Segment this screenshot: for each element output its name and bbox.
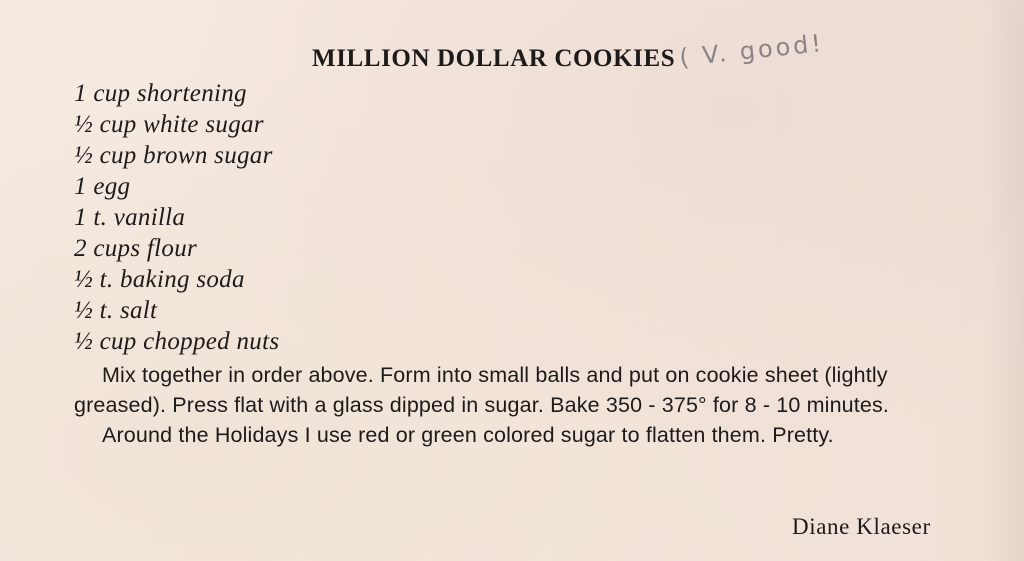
ingredient-item: 1 cup shortening [74, 80, 247, 107]
ingredient-item: ½ t. salt [74, 297, 158, 324]
instructions [74, 360, 974, 450]
ingredient-item: ½ cup chopped nuts [74, 328, 280, 355]
recipe-title: MILLION DOLLAR COOKIES [312, 45, 676, 72]
page-edge-shadow [984, 0, 1024, 561]
ingredient-list [74, 78, 279, 357]
instruction-paragraph: Around the Holidays I use red or green colored sugar to flatten them. Pretty. [102, 423, 834, 447]
instruction-paragraph: Mix together in order above. Form into small balls and put on cookie sheet (lightly greased). Press flat with a glass dipped in sugar. Bake 350 - 375° for 8 - 10 minutes. [74, 363, 890, 417]
ingredient-item: ½ cup white sugar [74, 111, 264, 138]
ingredient-item: ½ cup brown sugar [74, 142, 273, 169]
ingredient-item: 1 egg [74, 173, 131, 200]
ingredient-item: 1 t. vanilla [74, 204, 186, 231]
ingredient-item: ½ t. baking soda [74, 266, 245, 293]
title-row [312, 28, 826, 80]
recipe-author: Diane Klaeser [792, 514, 931, 539]
handwritten-note: ( V. good! [678, 28, 826, 72]
ingredient-item: 2 cups flour [74, 235, 198, 262]
